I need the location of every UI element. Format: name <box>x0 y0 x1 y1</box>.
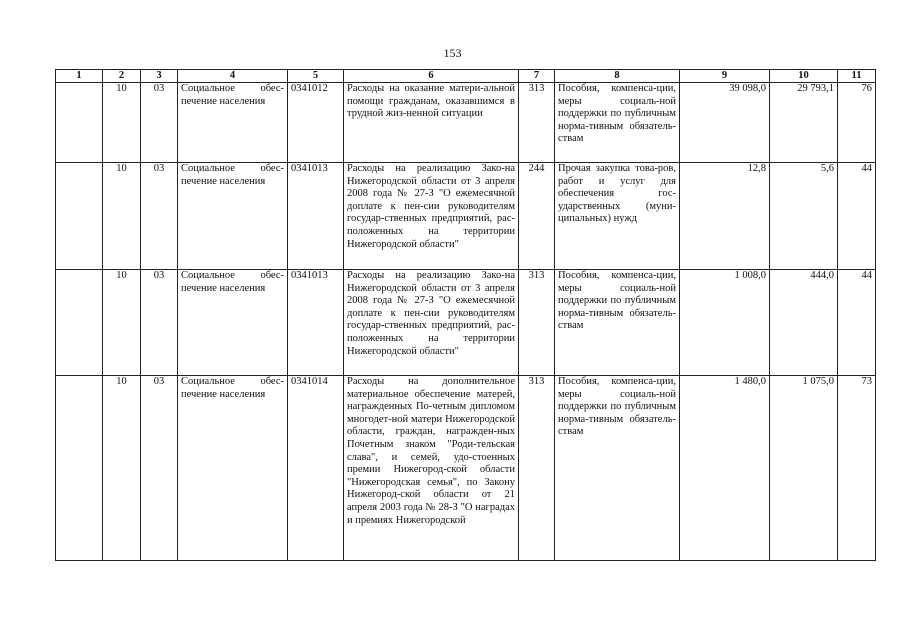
cell-col1 <box>56 163 103 270</box>
cell-target-code: 0341014 <box>288 376 344 561</box>
cell-col1 <box>56 376 103 561</box>
header-cell: 7 <box>519 70 555 83</box>
cell-subsection: 03 <box>141 270 178 376</box>
table-row <box>56 163 876 270</box>
cell-target-code: 0341013 <box>288 270 344 376</box>
header-cell: 8 <box>555 70 680 83</box>
cell-percent: 44 <box>838 163 876 270</box>
cell-expense-name: Пособия, компенса-ции, меры социаль-ной поддержки по публичным норма-тивным обязатель-ствам <box>555 376 680 561</box>
cell-plan: 12,8 <box>680 163 770 270</box>
cell-col1 <box>56 83 103 163</box>
cell-expense-name: Пособия, компенса-ции, меры социаль-ной поддержки по публичным норма-тивным обязатель-ствам <box>555 270 680 376</box>
cell-section-name: Социальное обес-печение населения <box>178 83 288 163</box>
cell-subsection: 03 <box>141 163 178 270</box>
table-row <box>56 376 876 561</box>
cell-section: 10 <box>103 163 141 270</box>
header-cell: 1 <box>56 70 103 83</box>
cell-actual: 444,0 <box>770 270 838 376</box>
cell-expense-name: Прочая закупка това-ров, работ и услуг для обеспечения гос-ударственных (муни-ципальных) нужд <box>555 163 680 270</box>
cell-section-name: Социальное обес-печение населения <box>178 270 288 376</box>
cell-plan: 39 098,0 <box>680 83 770 163</box>
header-row <box>56 70 876 83</box>
cell-description: Расходы на реализацию Зако-на Нижегородской области от 3 апреля 2008 года № 27-З "О ежемесячной доплате к пен-сии руководителям государ-ственных предприятий, рас-положенных на территории Нижегородской области" <box>344 270 519 376</box>
header-cell: 9 <box>680 70 770 83</box>
cell-description: Расходы на оказание матери-альной помощи гражданам, оказавшимся в трудной жиз-ненной ситуации <box>344 83 519 163</box>
header-cell: 3 <box>141 70 178 83</box>
cell-expense-type: 313 <box>519 376 555 561</box>
cell-section: 10 <box>103 270 141 376</box>
cell-expense-name: Пособия, компенса-ции, меры социаль-ной поддержки по публичным норма-тивным обязатель-ствам <box>555 83 680 163</box>
header-cell: 5 <box>288 70 344 83</box>
page-number: 153 <box>443 46 462 60</box>
budget-table <box>55 69 876 561</box>
header-cell: 11 <box>838 70 876 83</box>
cell-actual: 29 793,1 <box>770 83 838 163</box>
cell-section: 10 <box>103 83 141 163</box>
cell-section-name: Социальное обес-печение населения <box>178 163 288 270</box>
cell-subsection: 03 <box>141 83 178 163</box>
cell-actual: 1 075,0 <box>770 376 838 561</box>
cell-subsection: 03 <box>141 376 178 561</box>
cell-percent: 44 <box>838 270 876 376</box>
cell-section-name: Социальное обес-печение населения <box>178 376 288 561</box>
header-cell: 10 <box>770 70 838 83</box>
cell-description: Расходы на реализацию Зако-на Нижегородской области от 3 апреля 2008 года № 27-З "О ежемесячной доплате к пен-сии руководителям государ-ственных предприятий, рас-положенных на территории Нижегородской области" <box>344 163 519 270</box>
cell-actual: 5,6 <box>770 163 838 270</box>
cell-col1 <box>56 270 103 376</box>
header-cell: 2 <box>103 70 141 83</box>
cell-expense-type: 244 <box>519 163 555 270</box>
cell-plan: 1 008,0 <box>680 270 770 376</box>
table-row <box>56 83 876 163</box>
table-row <box>56 270 876 376</box>
cell-target-code: 0341013 <box>288 163 344 270</box>
cell-target-code: 0341012 <box>288 83 344 163</box>
cell-percent: 73 <box>838 376 876 561</box>
header-cell: 6 <box>344 70 519 83</box>
cell-percent: 76 <box>838 83 876 163</box>
cell-description: Расходы на дополнительное материальное обеспечение матерей, награжденных По-четным дипломом многодет-ной матери Нижегородской области, граждан, награжден-ных Почетным знаком "Роди-тельская слава", и семей, удо-стоенных премии Нижегород-ской области "Нижегородская семья", по Закону Нижегород-ской области от 21 апреля 2003 года № 28-З "О наградах и премиях Нижегородской <box>344 376 519 561</box>
cell-expense-type: 313 <box>519 83 555 163</box>
cell-plan: 1 480,0 <box>680 376 770 561</box>
cell-section: 10 <box>103 376 141 561</box>
header-cell: 4 <box>178 70 288 83</box>
cell-expense-type: 313 <box>519 270 555 376</box>
